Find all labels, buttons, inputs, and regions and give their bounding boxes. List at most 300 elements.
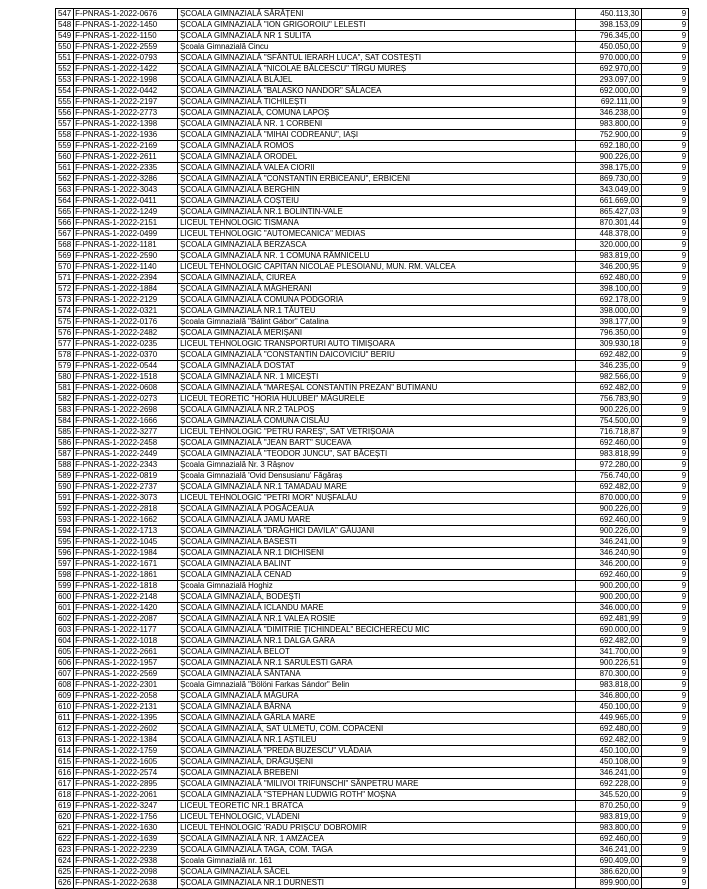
row-number: 615 <box>56 757 74 768</box>
row-number: 607 <box>56 669 74 680</box>
amount: 692.180,00 <box>576 141 642 152</box>
project-code: F-PNRAS-1-2022-0499 <box>74 229 178 240</box>
school-name: ȘCOALA GIMNAZIALĂ "MAREȘAL CONSTANTIN PREZAN" BUTIMANU <box>178 383 576 394</box>
row-number: 549 <box>56 31 74 42</box>
table-row <box>56 658 689 669</box>
school-name: ȘCOALA GIMNAZIALĂ NR.1 TAMADAU MARE <box>178 482 576 493</box>
amount: 449.965,00 <box>576 713 642 724</box>
row-number: 579 <box>56 361 74 372</box>
project-code: F-PNRAS-1-2022-1957 <box>74 658 178 669</box>
school-name: ȘCOALA GIMNAZIALĂ NR.1 VALEA ROSIE <box>178 614 576 625</box>
score: 9 <box>642 152 689 163</box>
amount: 796.345,00 <box>576 31 642 42</box>
school-name: ȘCOALA GIMNAZIALĂ SĂCEL <box>178 867 576 878</box>
school-name: LICEUL TEHNOLOGIC "PETRI MOR" NUȘFALĂU <box>178 493 576 504</box>
school-name: ȘCOALA GIMNAZIALĂ "MILIVOI TRIFUNSCHI" SÂNPETRU MARE <box>178 779 576 790</box>
project-code: F-PNRAS-1-2022-2574 <box>74 768 178 779</box>
project-code: F-PNRAS-1-2022-3277 <box>74 427 178 438</box>
score: 9 <box>642 658 689 669</box>
school-name: ȘCOALA GIMNAZIALĂ NR.1 TĂUTEU <box>178 306 576 317</box>
table-row <box>56 383 689 394</box>
score: 9 <box>642 130 689 141</box>
score: 9 <box>642 592 689 603</box>
project-code: F-PNRAS-1-2022-1420 <box>74 603 178 614</box>
school-name: LICEUL TEORETIC "HORIA HULUBEI" MĂGURELE <box>178 394 576 405</box>
score: 9 <box>642 614 689 625</box>
project-code: F-PNRAS-1-2022-2061 <box>74 790 178 801</box>
row-number: 613 <box>56 735 74 746</box>
school-name: ȘCOALA GIMNAZIALĂ, COMUNA LAPOȘ <box>178 108 576 119</box>
row-number: 608 <box>56 680 74 691</box>
score: 9 <box>642 427 689 438</box>
row-number: 622 <box>56 834 74 845</box>
table-row <box>56 53 689 64</box>
school-name: ȘCOALA GIMNAZIALĂ SÂNTANA <box>178 669 576 680</box>
table-row <box>56 185 689 196</box>
row-number: 609 <box>56 691 74 702</box>
amount: 900.200,00 <box>576 581 642 592</box>
table-row <box>56 427 689 438</box>
score: 9 <box>642 724 689 735</box>
project-code: F-PNRAS-1-2022-0442 <box>74 86 178 97</box>
project-code: F-PNRAS-1-2022-1666 <box>74 416 178 427</box>
amount: 796.350,00 <box>576 328 642 339</box>
score: 9 <box>642 735 689 746</box>
project-code: F-PNRAS-1-2022-1984 <box>74 548 178 559</box>
amount: 870.000,00 <box>576 493 642 504</box>
school-name: LICEUL TEHNOLOGIC "PETRU RAREȘ", SAT VETRIȘOAIA <box>178 427 576 438</box>
table-row <box>56 845 689 856</box>
table-row <box>56 130 689 141</box>
table-row <box>56 273 689 284</box>
amount: 346.200,00 <box>576 559 642 570</box>
table-row <box>56 9 689 20</box>
row-number: 562 <box>56 174 74 185</box>
amount: 343.049,00 <box>576 185 642 196</box>
amount: 448.378,00 <box>576 229 642 240</box>
score: 9 <box>642 691 689 702</box>
score: 9 <box>642 603 689 614</box>
row-number: 558 <box>56 130 74 141</box>
project-code: F-PNRAS-1-2022-1884 <box>74 284 178 295</box>
project-code: F-PNRAS-1-2022-2895 <box>74 779 178 790</box>
table-row <box>56 394 689 405</box>
project-code: F-PNRAS-1-2022-1384 <box>74 735 178 746</box>
school-name: ȘCOALA GIMNAZIALĂ BERGHIN <box>178 185 576 196</box>
project-code: F-PNRAS-1-2022-3073 <box>74 493 178 504</box>
row-number: 584 <box>56 416 74 427</box>
row-number: 626 <box>56 878 74 889</box>
school-name: LICEUL TEHNOLOGIC CAPITAN NICOLAE PLESOIANU, MUN. RM. VALCEA <box>178 262 576 273</box>
amount: 982.566,00 <box>576 372 642 383</box>
amount: 692.482,00 <box>576 636 642 647</box>
project-code: F-PNRAS-1-2022-2559 <box>74 42 178 53</box>
row-number: 559 <box>56 141 74 152</box>
school-name: ȘCOALA GIMNAZIALĂ "STEPHAN LUDWIG ROTH" MOȘNA <box>178 790 576 801</box>
row-number: 547 <box>56 9 74 20</box>
row-number: 577 <box>56 339 74 350</box>
score: 9 <box>642 163 689 174</box>
school-name: ȘCOALA GIMNAZIALĂ, BODEȘTI <box>178 592 576 603</box>
score: 9 <box>642 9 689 20</box>
project-code: F-PNRAS-1-2022-3043 <box>74 185 178 196</box>
table-row <box>56 449 689 460</box>
table-row <box>56 867 689 878</box>
school-name: ȘCOALA GIMNAZIALĂ JAMU MARE <box>178 515 576 526</box>
amount: 692.482,00 <box>576 383 642 394</box>
table-row <box>56 548 689 559</box>
table-row <box>56 471 689 482</box>
score: 9 <box>642 339 689 350</box>
table-row <box>56 823 689 834</box>
row-number: 567 <box>56 229 74 240</box>
score: 9 <box>642 75 689 86</box>
score: 9 <box>642 636 689 647</box>
score: 9 <box>642 537 689 548</box>
row-number: 578 <box>56 350 74 361</box>
amount: 983.819,00 <box>576 812 642 823</box>
amount: 899.900,00 <box>576 878 642 889</box>
table-row <box>56 64 689 75</box>
school-name: ȘCOALA GIMNAZIALĂ NR.1 BOLINTIN-VALE <box>178 207 576 218</box>
school-name: ȘCOALA GIMNAZIALĂ TAGA, COM. TAGA <box>178 845 576 856</box>
table-row <box>56 713 689 724</box>
school-name: ȘCOALA GIMNAZIALĂ NR.2 TALPOȘ <box>178 405 576 416</box>
amount: 346.800,00 <box>576 691 642 702</box>
score: 9 <box>642 185 689 196</box>
project-code: F-PNRAS-1-2022-2638 <box>74 878 178 889</box>
row-number: 599 <box>56 581 74 592</box>
table-row <box>56 746 689 757</box>
score: 9 <box>642 526 689 537</box>
row-number: 572 <box>56 284 74 295</box>
table-row <box>56 779 689 790</box>
amount: 983.818,99 <box>576 449 642 460</box>
table-row <box>56 372 689 383</box>
school-name: LICEUL TEORETIC NR.1 BRATCA <box>178 801 576 812</box>
amount: 756.783,90 <box>576 394 642 405</box>
table-row <box>56 240 689 251</box>
row-number: 588 <box>56 460 74 471</box>
project-code: F-PNRAS-1-2022-2449 <box>74 449 178 460</box>
school-name: ȘCOALA GIMNAZIALĂ MERIȘANI <box>178 328 576 339</box>
project-code: F-PNRAS-1-2022-1422 <box>74 64 178 75</box>
row-number: 619 <box>56 801 74 812</box>
table-row <box>56 812 689 823</box>
table-row <box>56 636 689 647</box>
row-number: 557 <box>56 119 74 130</box>
school-name: Școala Gimnazială 'Ovid Densusianu' Făgăraș <box>178 471 576 482</box>
score: 9 <box>642 273 689 284</box>
table-row <box>56 317 689 328</box>
project-code: F-PNRAS-1-2022-2098 <box>74 867 178 878</box>
score: 9 <box>642 262 689 273</box>
school-name: ȘCOALA GIMNAZIALĂ SĂRĂȚENI <box>178 9 576 20</box>
row-number: 598 <box>56 570 74 581</box>
score: 9 <box>642 625 689 636</box>
score: 9 <box>642 504 689 515</box>
project-code: F-PNRAS-1-2022-2151 <box>74 218 178 229</box>
score: 9 <box>642 438 689 449</box>
table-row <box>56 361 689 372</box>
row-number: 587 <box>56 449 74 460</box>
row-number: 552 <box>56 64 74 75</box>
project-code: F-PNRAS-1-2022-2569 <box>74 669 178 680</box>
project-code: F-PNRAS-1-2022-2938 <box>74 856 178 867</box>
table-row <box>56 141 689 152</box>
score: 9 <box>642 823 689 834</box>
row-number: 573 <box>56 295 74 306</box>
amount: 345.520,00 <box>576 790 642 801</box>
school-name: ȘCOALA GIMNAZIALĂ ICLANDU MARE <box>178 603 576 614</box>
row-number: 623 <box>56 845 74 856</box>
project-code: F-PNRAS-1-2022-1671 <box>74 559 178 570</box>
school-name: ȘCOALA GIMNAZIALĂ "DRĂGHICI DAVILA" GĂUJANI <box>178 526 576 537</box>
row-number: 594 <box>56 526 74 537</box>
score: 9 <box>642 702 689 713</box>
amount: 870.300,00 <box>576 669 642 680</box>
school-name: ȘCOALA GIMNAZIALĂ ROMOS <box>178 141 576 152</box>
school-name: Școala Gimnazială Nr. 3 Râșnov <box>178 460 576 471</box>
row-number: 625 <box>56 867 74 878</box>
amount: 900.226,00 <box>576 405 642 416</box>
table-row <box>56 163 689 174</box>
row-number: 591 <box>56 493 74 504</box>
amount: 900.226,51 <box>576 658 642 669</box>
amount: 692.482,00 <box>576 735 642 746</box>
amount: 450.113,30 <box>576 9 642 20</box>
score: 9 <box>642 141 689 152</box>
score: 9 <box>642 416 689 427</box>
row-number: 561 <box>56 163 74 174</box>
score: 9 <box>642 86 689 97</box>
table-row <box>56 537 689 548</box>
table-row <box>56 515 689 526</box>
amount: 398.177,00 <box>576 317 642 328</box>
row-number: 601 <box>56 603 74 614</box>
score: 9 <box>642 306 689 317</box>
table-row <box>56 493 689 504</box>
table-row <box>56 174 689 185</box>
amount: 692.111,00 <box>576 97 642 108</box>
school-name: ȘCOALA GIMNAZIALĂ NR. 1 MICEȘTI <box>178 372 576 383</box>
row-number: 551 <box>56 53 74 64</box>
amount: 692.000,00 <box>576 86 642 97</box>
table-row <box>56 691 689 702</box>
project-code: F-PNRAS-1-2022-1759 <box>74 746 178 757</box>
row-number: 583 <box>56 405 74 416</box>
project-code: F-PNRAS-1-2022-2131 <box>74 702 178 713</box>
row-number: 596 <box>56 548 74 559</box>
score: 9 <box>642 31 689 42</box>
score: 9 <box>642 834 689 845</box>
project-code: F-PNRAS-1-2022-1936 <box>74 130 178 141</box>
row-number: 570 <box>56 262 74 273</box>
row-number: 563 <box>56 185 74 196</box>
amount: 972.280,00 <box>576 460 642 471</box>
row-number: 611 <box>56 713 74 724</box>
school-name: ȘCOALA GIMNAZIALĂ "CONSTANTIN DAICOVICIU" BERIU <box>178 350 576 361</box>
table-row <box>56 251 689 262</box>
project-code: F-PNRAS-1-2022-0793 <box>74 53 178 64</box>
score: 9 <box>642 449 689 460</box>
project-code: F-PNRAS-1-2022-0608 <box>74 383 178 394</box>
project-code: F-PNRAS-1-2022-1639 <box>74 834 178 845</box>
project-code: F-PNRAS-1-2022-3247 <box>74 801 178 812</box>
project-code: F-PNRAS-1-2022-1756 <box>74 812 178 823</box>
table-row <box>56 801 689 812</box>
amount: 293.097,00 <box>576 75 642 86</box>
row-number: 593 <box>56 515 74 526</box>
score: 9 <box>642 394 689 405</box>
amount: 692.482,00 <box>576 482 642 493</box>
score: 9 <box>642 680 689 691</box>
score: 9 <box>642 229 689 240</box>
amount: 450.100,00 <box>576 746 642 757</box>
score: 9 <box>642 471 689 482</box>
score: 9 <box>642 174 689 185</box>
score: 9 <box>642 64 689 75</box>
amount: 450.100,00 <box>576 702 642 713</box>
project-code: F-PNRAS-1-2022-1605 <box>74 757 178 768</box>
project-code: F-PNRAS-1-2022-2737 <box>74 482 178 493</box>
table-row <box>56 262 689 273</box>
project-code: F-PNRAS-1-2022-2773 <box>74 108 178 119</box>
school-name: ȘCOALA GIMNAZIALĂ COȘTEIU <box>178 196 576 207</box>
school-name: ȘCOALA GIMNAZIALĂ VALEA CIORII <box>178 163 576 174</box>
row-number: 600 <box>56 592 74 603</box>
amount: 756.740,00 <box>576 471 642 482</box>
amount: 346.000,00 <box>576 603 642 614</box>
project-code: F-PNRAS-1-2022-0676 <box>74 9 178 20</box>
amount: 865.427,03 <box>576 207 642 218</box>
project-code: F-PNRAS-1-2022-0176 <box>74 317 178 328</box>
school-name: ȘCOALA GIMNAZIALA NR.1 DURNESTI <box>178 878 576 889</box>
amount: 692.460,00 <box>576 515 642 526</box>
table-row <box>56 702 689 713</box>
amount: 983.819,00 <box>576 251 642 262</box>
table-row <box>56 229 689 240</box>
table-row <box>56 834 689 845</box>
score: 9 <box>642 779 689 790</box>
project-code: F-PNRAS-1-2022-2394 <box>74 273 178 284</box>
school-name: ȘCOALA GIMNAZIALĂ ORODEL <box>178 152 576 163</box>
table-row <box>56 680 689 691</box>
project-code: F-PNRAS-1-2022-2301 <box>74 680 178 691</box>
table-row <box>56 42 689 53</box>
row-number: 581 <box>56 383 74 394</box>
amount: 398.153,09 <box>576 20 642 31</box>
amount: 690.000,00 <box>576 625 642 636</box>
row-number: 592 <box>56 504 74 515</box>
table-row <box>56 856 689 867</box>
amount: 692.482,00 <box>576 350 642 361</box>
score: 9 <box>642 570 689 581</box>
table-row <box>56 284 689 295</box>
score: 9 <box>642 856 689 867</box>
amount: 346.241,00 <box>576 537 642 548</box>
amount: 983.818,00 <box>576 680 642 691</box>
school-name: ȘCOALA GIMNAZIALĂ, SAT ULMETU, COM. COPACENI <box>178 724 576 735</box>
amount: 346.240,90 <box>576 548 642 559</box>
row-number: 550 <box>56 42 74 53</box>
school-name: ȘCOALA GIMNAZIALA BASESTI <box>178 537 576 548</box>
project-code: F-PNRAS-1-2022-1150 <box>74 31 178 42</box>
row-number: 610 <box>56 702 74 713</box>
table-row <box>56 207 689 218</box>
table-row <box>56 20 689 31</box>
project-code: F-PNRAS-1-2022-1177 <box>74 625 178 636</box>
score: 9 <box>642 878 689 889</box>
school-name: ȘCOALA GIMNAZIALĂ BERZASCA <box>178 240 576 251</box>
row-number: 618 <box>56 790 74 801</box>
school-name: LICEUL TEHNOLOGIC TRANSPORTURI AUTO TIMIȘOARA <box>178 339 576 350</box>
school-name: LICEUL TEHNOLOGIC "AUTOMECANICA" MEDIAS <box>178 229 576 240</box>
project-code: F-PNRAS-1-2022-2590 <box>74 251 178 262</box>
project-code: F-PNRAS-1-2022-2458 <box>74 438 178 449</box>
row-number: 606 <box>56 658 74 669</box>
table-row <box>56 526 689 537</box>
project-code: F-PNRAS-1-2022-0819 <box>74 471 178 482</box>
amount: 450.108,00 <box>576 757 642 768</box>
school-name: Școala Gimnazială "Bölöni Farkas Sándor" Belin <box>178 680 576 691</box>
project-code: F-PNRAS-1-2022-2058 <box>74 691 178 702</box>
project-code: F-PNRAS-1-2022-2197 <box>74 97 178 108</box>
amount: 398.175,00 <box>576 163 642 174</box>
row-number: 564 <box>56 196 74 207</box>
row-number: 616 <box>56 768 74 779</box>
project-code: F-PNRAS-1-2022-2818 <box>74 504 178 515</box>
row-number: 575 <box>56 317 74 328</box>
project-code: F-PNRAS-1-2022-1398 <box>74 119 178 130</box>
amount: 870.301,44 <box>576 218 642 229</box>
row-number: 554 <box>56 86 74 97</box>
row-number: 576 <box>56 328 74 339</box>
row-number: 617 <box>56 779 74 790</box>
table-row <box>56 86 689 97</box>
project-code: F-PNRAS-1-2022-1395 <box>74 713 178 724</box>
school-name: ȘCOALA GIMNAZIALĂ COMUNA PODGORIA <box>178 295 576 306</box>
score: 9 <box>642 350 689 361</box>
row-number: 560 <box>56 152 74 163</box>
table-row <box>56 482 689 493</box>
amount: 692.460,00 <box>576 834 642 845</box>
school-name: ȘCOALA GIMNAZIALĂ BLĂJEL <box>178 75 576 86</box>
project-code: F-PNRAS-1-2022-2239 <box>74 845 178 856</box>
school-name: ȘCOALA GIMNAZIALA BALINT <box>178 559 576 570</box>
school-name: ȘCOALA GIMNAZIALĂ NR. 1 AMZACEA <box>178 834 576 845</box>
amount: 346.241,00 <box>576 845 642 856</box>
table-row <box>56 581 689 592</box>
score: 9 <box>642 20 689 31</box>
score: 9 <box>642 284 689 295</box>
score: 9 <box>642 867 689 878</box>
amount: 970.000,00 <box>576 53 642 64</box>
school-name: LICEUL TEHNOLOGIC, VLĂDENI <box>178 812 576 823</box>
project-code: F-PNRAS-1-2022-2087 <box>74 614 178 625</box>
row-number: 624 <box>56 856 74 867</box>
amount: 398.100,00 <box>576 284 642 295</box>
row-number: 621 <box>56 823 74 834</box>
row-number: 582 <box>56 394 74 405</box>
score: 9 <box>642 757 689 768</box>
score: 9 <box>642 845 689 856</box>
project-code: F-PNRAS-1-2022-0370 <box>74 350 178 361</box>
school-name: LICEUL TEHNOLOGIC TISMANA <box>178 218 576 229</box>
amount: 752.900,00 <box>576 130 642 141</box>
score: 9 <box>642 515 689 526</box>
project-code: F-PNRAS-1-2022-2661 <box>74 647 178 658</box>
